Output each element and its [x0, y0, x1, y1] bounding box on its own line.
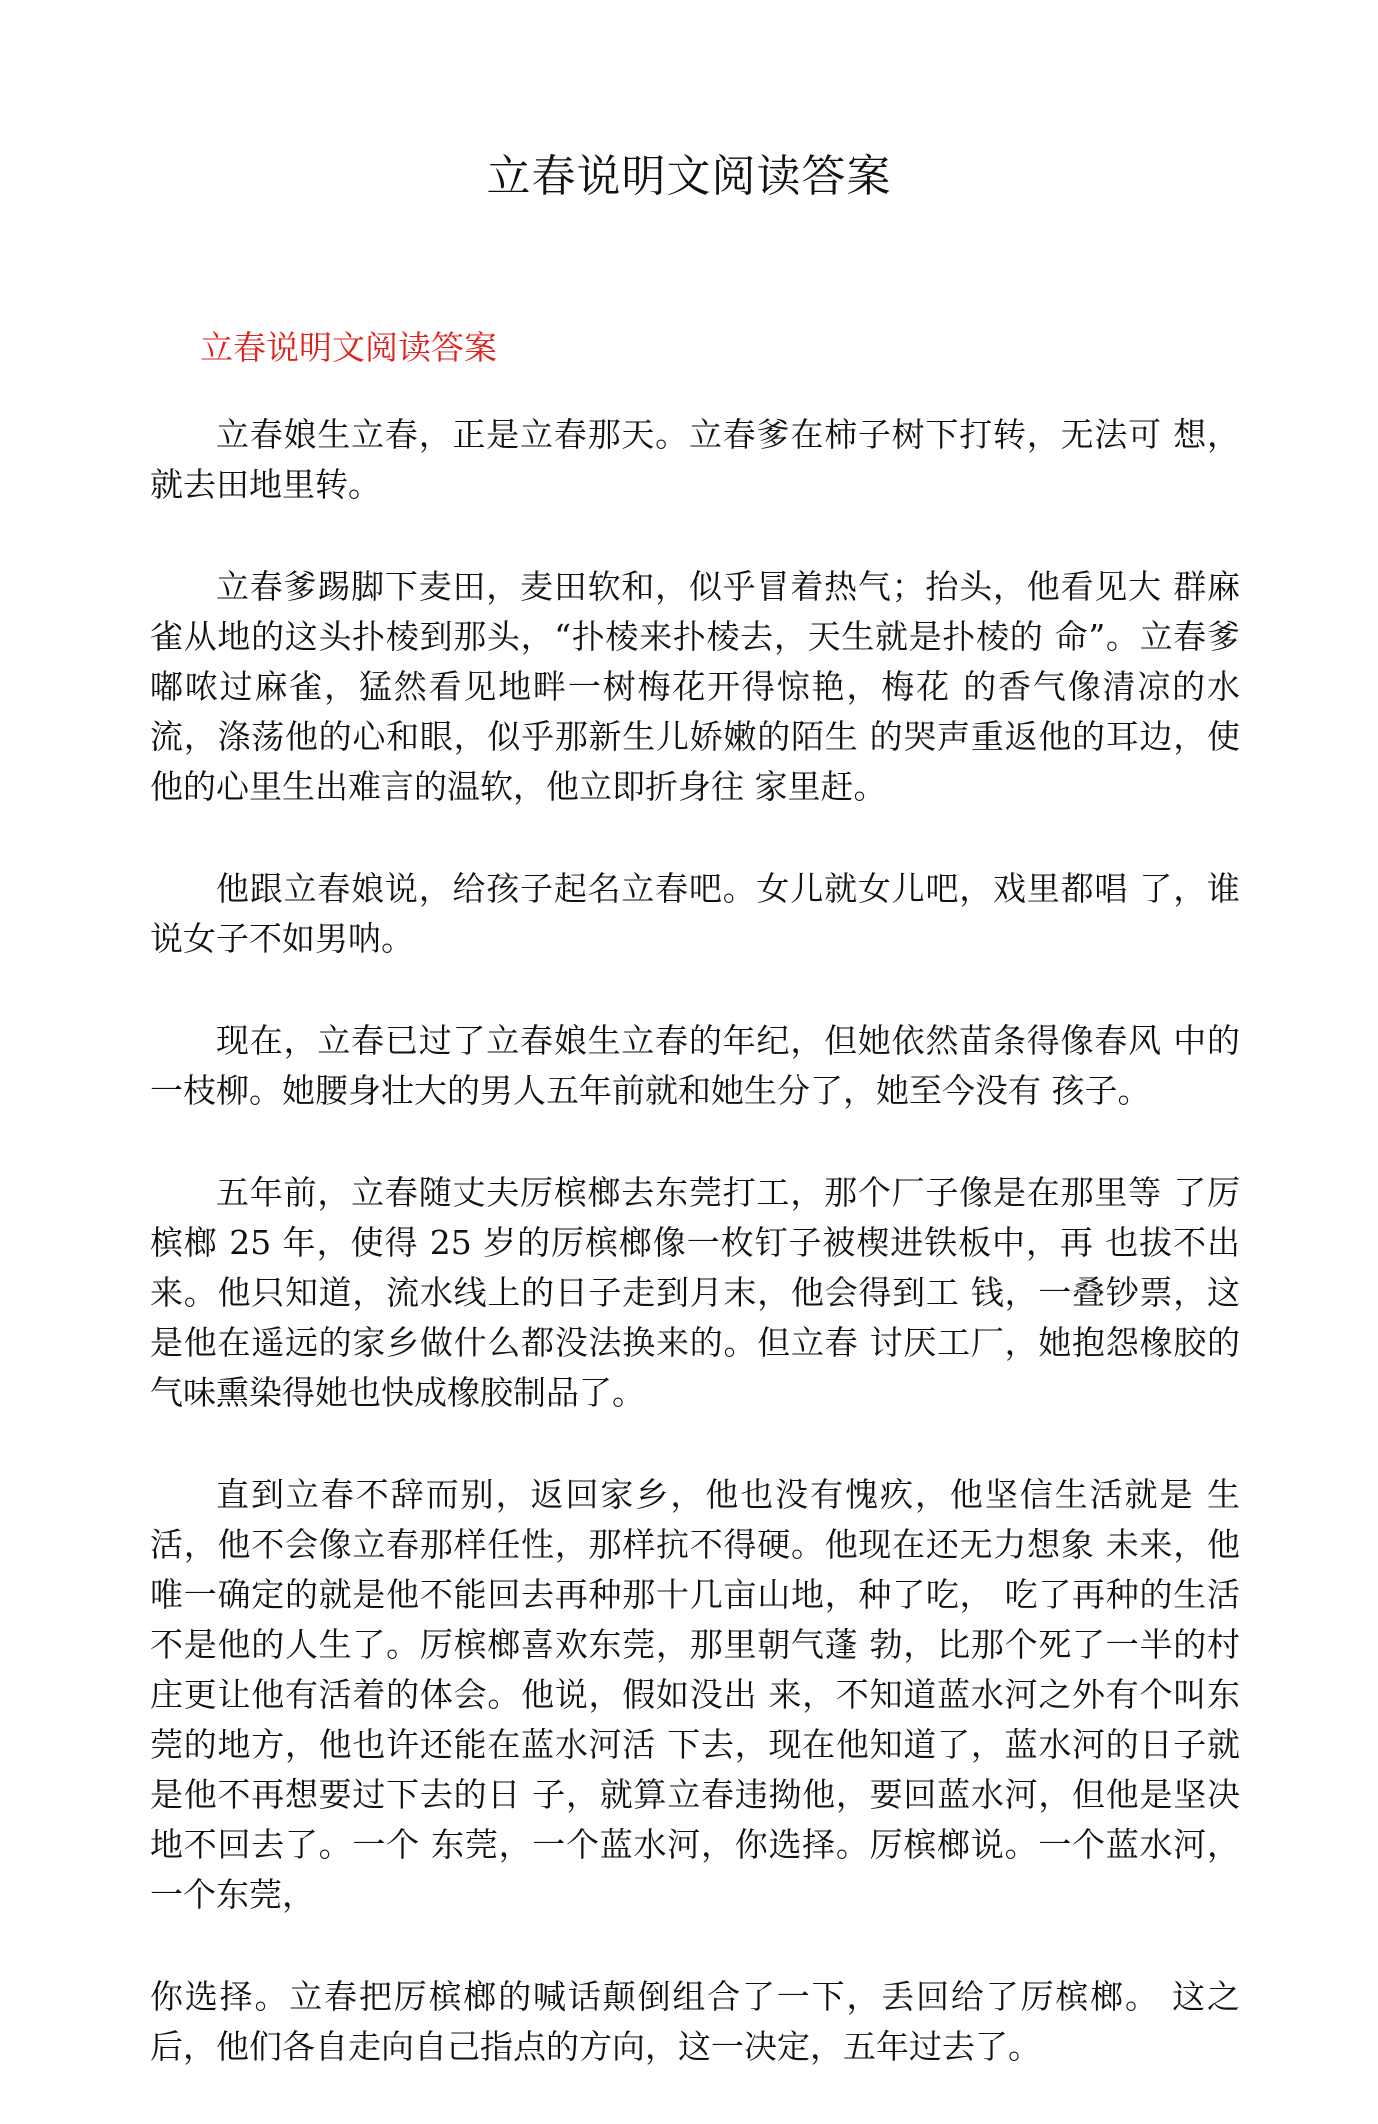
document-body [150, 410, 1240, 2124]
paragraph-2: 立春爹踢脚下麦田，麦田软和，似乎冒着热气；抬头，他看见大 群麻雀从地的这头扑棱到那头，“扑棱来扑棱去，天生就是扑棱的 命”。立春爹嘟哝过麻雀，猛然看见地畔一树梅花开得惊艳，梅花 的香气像清凉的水流，涤荡他的心和眼，似乎那新生儿娇嫩的陌生 的哭声重返他的耳边，使他的心里生出难言的温软，他立即折身往 家里赶。 [150, 567, 1240, 806]
paragraph-1: 立春娘生立春，正是立春那天。立春爹在柿子树下打转，无法可 想，就去田地里转。 [150, 415, 1240, 504]
paragraph-7: 你选择。立春把厉槟榔的喊话颠倒组合了一下，丢回给了厉槟榔。 这之后，他们各自走向自己指点的方向，这一决定，五年过去了。 [150, 1977, 1240, 2066]
paragraph-4: 现在，立春已过了立春娘生立春的年纪，但她依然苗条得像春风 中的一枝柳。她腰身壮大的男人五年前就和她生分了，她至今没有 孩子。 [150, 1021, 1240, 1110]
paragraph-6: 直到立春不辞而别，返回家乡，他也没有愧疚，他坚信生活就是 生活，他不会像立春那样任性，那样抗不得硬。他现在还无力想象 未来，他唯一确定的就是他不能回去再种那十几亩山地，种了吃， 吃了再种的生活不是他的人生了。厉槟榔喜欢东莞，那里朝气蓬 勃，比那个死了一半的村庄更让他有活着的体会。他说，假如没出 来，不知道蓝水河之外有个叫东莞的地方，他也许还能在蓝水河活 下去，现在他知道了，蓝水河的日子就是他不再想要过下去的日 子，就算立春违拗他，要回蓝水河，但他是坚决地不回去了。一个 东莞，一个蓝水河，你选择。厉槟榔说。一个蓝水河，一个东莞， [150, 1475, 1240, 1914]
document-subtitle: 立春说明文阅读答案 [200, 328, 497, 367]
paragraph-5: 五年前，立春随丈夫厉槟榔去东莞打工，那个厂子像是在那里等 了厉槟榔 25 年，使得 25 岁的厉槟榔像一枚钉子被楔进铁板中，再 也拔不出来。他只知道，流水线上的日子走到月末，他会得到工 钱，一叠钞票，这是他在遥远的家乡做什么都没法换来的。但立春 讨厌工厂，她抱怨橡胶的气味熏染得她也快成橡胶制品了。 [150, 1173, 1240, 1412]
page-title: 立春说明文阅读答案 [486, 151, 892, 202]
paragraph-3: 他跟立春娘说，给孩子起名立春吧。女儿就女儿吧，戏里都唱 了，谁说女子不如男呐。 [150, 869, 1240, 958]
